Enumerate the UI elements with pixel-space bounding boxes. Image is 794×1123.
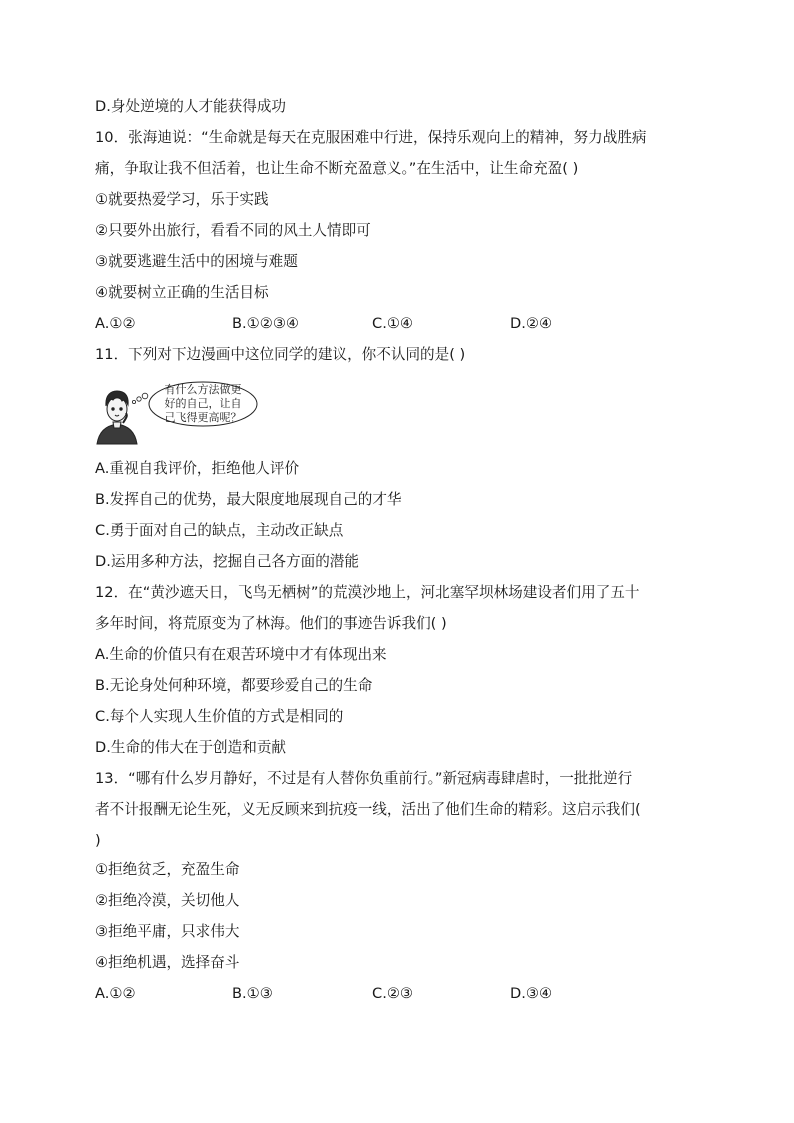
q13-item-1: ①拒绝贫乏，充盈生命 [95,861,240,878]
q10-item-1: ①就要热爱学习，乐于实践 [95,191,269,208]
q12-stem-line-1: 12．在“黄沙遮天日，飞鸟无栖树”的荒漠沙地上，河北塞罕坝林场建设者们用了五十 [95,584,640,601]
q10-option-b: B.①②③④ [232,315,299,332]
q11-option-c: C.勇于面对自己的缺点，主动改正缺点 [95,522,344,539]
cartoon-illustration [95,378,285,446]
q10-item-4: ④就要树立正确的生活目标 [95,284,269,301]
q10-option-d: D.②④ [510,315,553,332]
q10-item-2: ②只要外出旅行，看看不同的风土人情即可 [95,222,371,239]
q12-option-d: D.生命的伟大在于创造和贡献 [95,739,287,756]
q13-item-4: ④拒绝机遇，选择奋斗 [95,954,240,971]
q13-stem-line-1: 13．“哪有什么岁月静好，不过是有人替你负重前行。”新冠病毒肆虐时，一批批逆行 [95,770,633,787]
q10-item-3: ③就要逃避生活中的困境与难题 [95,253,298,270]
bubble-text-line-2: 好的自己，让自 [164,397,242,410]
q9-option-d: D.身处逆境的人才能获得成功 [95,98,287,115]
q13-option-b: B.①③ [232,985,273,1002]
q13-option-d: D.③④ [510,985,553,1002]
q13-item-2: ②拒绝冷漠，关切他人 [95,892,240,909]
q11-stem: 11．下列对下边漫画中这位同学的建议，你不认同的是( ) [95,346,466,363]
student-figure [97,391,137,444]
bubble-text-line-1: 有什么方法做更 [164,383,242,396]
q13-stem-line-3: ) [95,832,101,849]
q10-options [95,314,715,334]
q11-option-b: B.发挥自己的优势，最大限度地展现自己的才华 [95,491,402,508]
q13-options [95,984,715,1004]
thought-dots [132,393,147,403]
q11-option-d: D.运用多种方法，挖掘自己各方面的潜能 [95,553,359,570]
q10-stem-line-1: 10．张海迪说：“生命就是每天在克服困难中行进，保持乐观向上的精神，努力战胜病 [95,129,647,146]
bubble-text-line-3: 己飞得更高呢？ [164,411,242,424]
q12-option-a: A.生命的价值只有在艰苦环境中才有体现出来 [95,646,387,663]
q12-option-c: C.每个人实现人生价值的方式是相同的 [95,708,344,725]
q11-option-a: A.重视自我评价，拒绝他人评价 [95,460,300,477]
q10-option-a: A.①② [95,315,136,332]
q12-stem-line-2: 多年时间，将荒原变为了林海。他们的事迹告诉我们( ) [95,615,447,632]
q13-option-c: C.②③ [372,985,413,1002]
q10-stem-line-2: 痛，争取让我不但活着，也让生命不断充盈意义。”在生活中，让生命充盈( ) [95,160,579,177]
q12-option-b: B.无论身处何种环境，都要珍爱自己的生命 [95,677,373,694]
q13-stem-line-2: 者不计报酬无论生死，义无反顾来到抗疫一线，活出了他们生命的精彩。这启示我们( [95,801,641,818]
q13-option-a: A.①② [95,985,136,1002]
q13-item-3: ③拒绝平庸，只求伟大 [95,923,240,940]
q10-option-c: C.①④ [372,315,413,332]
